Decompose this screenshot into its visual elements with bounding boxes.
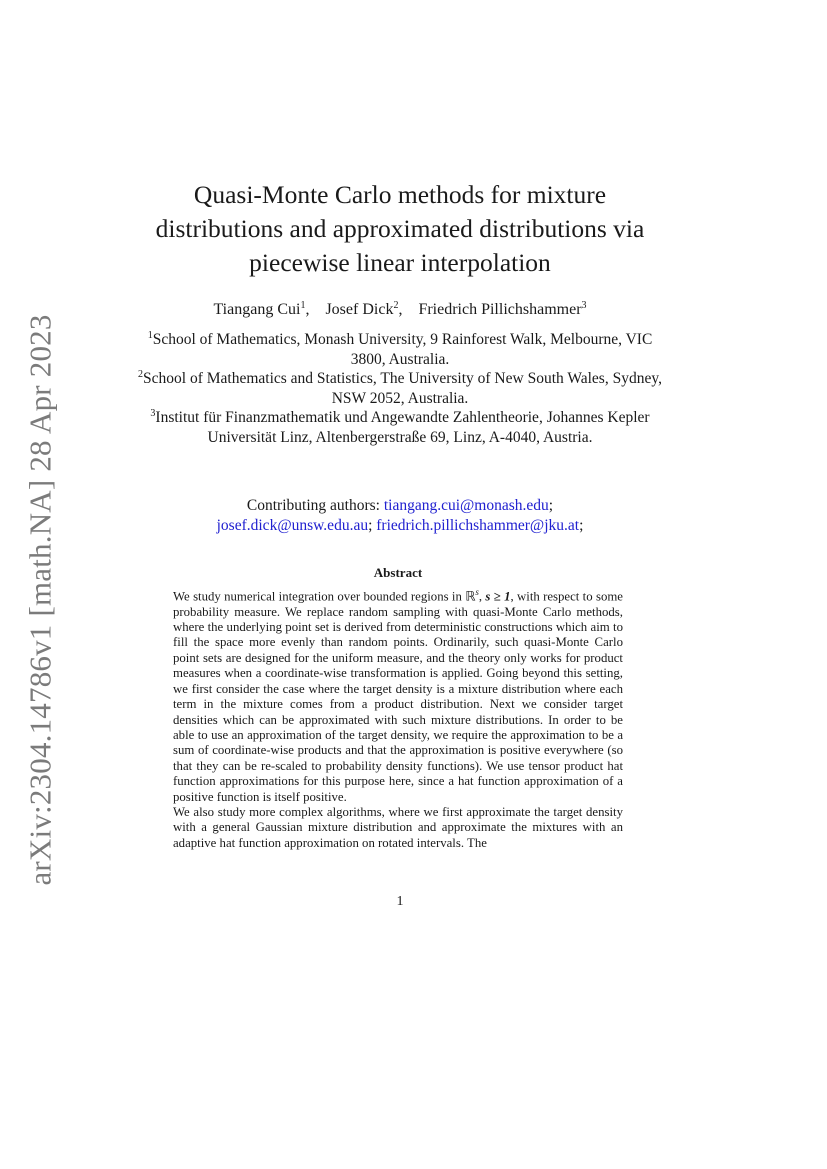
affiliation-mark: 1 xyxy=(300,300,306,311)
paper-title: Quasi-Monte Carlo methods for mixture distributions and approximated distributions via piecewise linear interpolation xyxy=(155,180,645,277)
abstract-text: , xyxy=(478,589,486,604)
email-link-dick[interactable]: josef.dick@unsw.edu.au xyxy=(216,517,369,534)
author-list xyxy=(140,299,660,321)
contributing-authors: Contributing authors: tiangang.cui@monash.edu; josef.dick@unsw.edu.au; friedrich.pillichshammer@jku.at; xyxy=(216,497,584,534)
affiliation-mark: 2 xyxy=(138,369,144,380)
math-condition: s ≥ 1 xyxy=(485,589,511,604)
contributing-label: Contributing authors: xyxy=(246,497,380,514)
affiliation-mark: 2 xyxy=(393,300,399,311)
abstract-paragraph-1 xyxy=(173,585,623,805)
email-link-pillichshammer[interactable]: friedrich.pillichshammer@jku.at xyxy=(376,517,580,534)
author-name: Tiangang Cui xyxy=(213,301,301,318)
affiliation-text: School of Mathematics, Monash University, 9 Rainforest Walk, Melbourne, VIC 3800, Australia. xyxy=(152,331,653,368)
affiliation-text: School of Mathematics and Statistics, The University of New South Wales, Sydney, NSW 2052, Australia. xyxy=(143,370,662,407)
affiliation-text: Institut für Finanzmathematik und Angewandte Zahlentheorie, Johannes Kepler Universität Linz, Altenbergerstraße 69, Linz, A-4040, Austria. xyxy=(155,409,650,446)
abstract-text: We study numerical integration over bounded regions in ℝ xyxy=(173,589,476,604)
author-name: Josef Dick xyxy=(325,301,394,318)
abstract-text: , with respect to some probability measure. We replace random sampling with quasi-Monte Carlo methods, where the underlying point set is derived from deterministic constructions which aim to fill the space more evenly than random points. Ordinarily, such quasi-Monte Carlo point sets are designed for the uniform measure, and the theory only works for product measures when a coordinate-wise transformation is applied. Going beyond this setting, we first consider the case where the target density is a mixture distribution where each term in the mixture comes from a product distribution. Next we consider target densities which can be approximated with such mixture distributions. In order to be able to use an approximation of the target density, we require the approximation to be a sum of coordinate-wise products and that the approximation is positive everywhere (so that they can be re-scaled to probability density functions). We use tensor product hat function approximations for this purpose here, since a hat function approximation of a positive function is itself positive. xyxy=(173,589,623,804)
author-1: Tiangang Cui$^1$, xyxy=(213,300,310,318)
arxiv-identifier-stamp xyxy=(18,314,64,886)
affiliation-1 xyxy=(130,330,670,369)
affiliation-2 xyxy=(130,369,670,408)
abstract-paragraph-2: We also study more complex algorithms, where we first approximate the target density with a general Gaussian mixture distribution and approximate the mixtures with an adaptive hat function approximation on rotated intervals. The xyxy=(173,804,623,850)
abstract-heading: Abstract xyxy=(373,565,423,580)
affiliation-mark: 1 xyxy=(147,330,153,341)
affiliation-3 xyxy=(130,408,670,447)
email-link-cui[interactable]: tiangang.cui@monash.edu xyxy=(383,497,549,514)
arxiv-identifier-text: arXiv:2304.14786v1 [math.NA] 28 Apr 2023 xyxy=(23,314,59,886)
affiliation-list xyxy=(130,330,670,447)
affiliation-mark: 3 xyxy=(150,408,156,419)
abstract-body xyxy=(173,585,623,851)
author-2: Josef Dick$^2$, xyxy=(325,300,403,318)
author-3 xyxy=(418,301,586,318)
author-name: Friedrich Pillichshammer xyxy=(418,301,582,318)
math-superscript: s xyxy=(475,587,479,597)
page-number: 1 xyxy=(396,894,404,909)
affiliation-mark: 3 xyxy=(581,300,587,311)
